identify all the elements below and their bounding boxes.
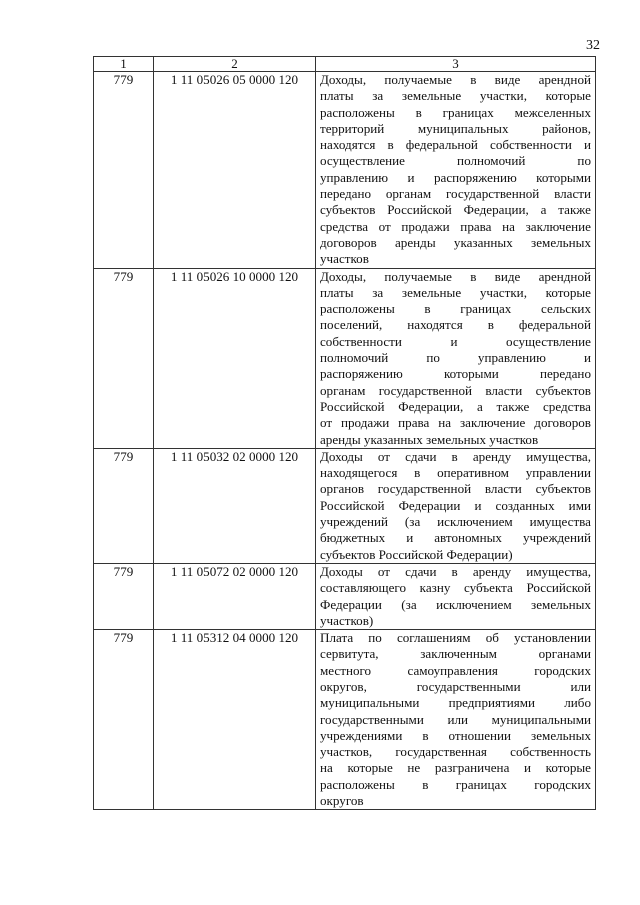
- table-row: [94, 268, 596, 448]
- description-line: на которые не разграничена и которые: [320, 760, 591, 776]
- description-line: бюджетных и автономных учреждений: [320, 530, 591, 546]
- description-line: платы за земельные участки, которые: [320, 284, 591, 300]
- description-line: округов, государственными или: [320, 678, 591, 694]
- description-line: муниципальными предприятиями либо: [320, 695, 591, 711]
- table-row: [94, 72, 596, 269]
- kbk-code-cell: 1 11 05072 02 0000 120: [154, 563, 316, 629]
- column-header-description: 3: [316, 57, 596, 72]
- description-line: органов государственной власти субъектов: [320, 481, 591, 497]
- description-line: территорий муниципальных районов,: [320, 120, 591, 136]
- description-line: участков: [320, 251, 369, 267]
- description-line: Российской Федерации, а также средства: [320, 398, 591, 414]
- kbk-code-cell: 1 11 05026 05 0000 120: [154, 72, 316, 269]
- column-header-admin-code: 1: [94, 57, 154, 72]
- table-row: [94, 630, 596, 810]
- description-line: Российской Федерации и созданных ими: [320, 497, 591, 513]
- description-line: осуществление полномочий по: [320, 153, 591, 169]
- description-line: Доходы, получаемые в виде арендной: [320, 268, 591, 284]
- description-line: собственности и осуществление: [320, 333, 591, 349]
- description-line: расположены в границах сельских: [320, 301, 591, 317]
- admin-code-cell: 779: [94, 268, 154, 448]
- kbk-code-cell: 1 11 05026 10 0000 120: [154, 268, 316, 448]
- revenue-classification-table: [93, 56, 596, 810]
- table-row: [94, 448, 596, 563]
- admin-code-cell: 779: [94, 630, 154, 810]
- kbk-code-cell: 1 11 05032 02 0000 120: [154, 448, 316, 563]
- description-line: органам государственной власти субъектов: [320, 382, 591, 398]
- description-line: Доходы от сдачи в аренду имущества,: [320, 563, 591, 579]
- description-line: находятся в федеральной собственности и: [320, 137, 591, 153]
- description-line: участков): [320, 612, 374, 628]
- table-row: [94, 563, 596, 629]
- description-line: управлению и распоряжению которыми: [320, 169, 591, 185]
- column-header-kbk: 2: [154, 57, 316, 72]
- description-line: от продажи права на заключение договоров: [320, 415, 591, 431]
- description-line: учреждений (за исключением имущества: [320, 514, 591, 530]
- admin-code-cell: 779: [94, 72, 154, 269]
- description-line: местного самоуправления городских: [320, 662, 591, 678]
- description-cell: [316, 72, 596, 269]
- description-line: Доходы от сдачи в аренду имущества,: [320, 448, 591, 464]
- description-line: сервитута, заключенным органами: [320, 646, 591, 662]
- description-line: платы за земельные участки, которые: [320, 88, 591, 104]
- description-line: договоров аренды указанных земельных: [320, 234, 591, 250]
- description-line: средства от продажи права на заключение: [320, 218, 591, 234]
- admin-code-cell: 779: [94, 563, 154, 629]
- description-line: распоряжению которыми передано: [320, 366, 591, 382]
- description-line: Федерации (за исключением земельных: [320, 596, 591, 612]
- description-line: Доходы, получаемые в виде арендной: [320, 72, 591, 87]
- description-line: находящегося в оперативном управлении: [320, 465, 591, 481]
- page-number: 32: [586, 38, 600, 53]
- description-cell: [316, 268, 596, 448]
- description-cell: [316, 448, 596, 563]
- kbk-code-cell: 1 11 05312 04 0000 120: [154, 630, 316, 810]
- table-header-row: [94, 57, 596, 72]
- description-cell: [316, 630, 596, 810]
- description-line: расположены в границах межселенных: [320, 104, 591, 120]
- description-line: участков, государственная собственность: [320, 744, 591, 760]
- admin-code-cell: 779: [94, 448, 154, 563]
- description-line: государственными или муниципальными: [320, 711, 591, 727]
- description-line: составляющего казну субъекта Российской: [320, 580, 591, 596]
- description-line: поселений, находятся в федеральной: [320, 317, 591, 333]
- description-line: аренды указанных земельных участков: [320, 431, 539, 447]
- description-line: расположены в границах городских: [320, 776, 591, 792]
- description-line: округов: [320, 793, 364, 809]
- description-line: учреждениями в отношении земельных: [320, 727, 591, 743]
- description-line: Плата по соглашениям об установлении: [320, 630, 591, 646]
- description-line: субъектов Российской Федерации): [320, 546, 513, 562]
- description-line: субъектов Российской Федерации, а также: [320, 202, 591, 218]
- description-line: полномочий по управлению и: [320, 350, 591, 366]
- description-line: передано органам государственной власти: [320, 186, 591, 202]
- description-cell: [316, 563, 596, 629]
